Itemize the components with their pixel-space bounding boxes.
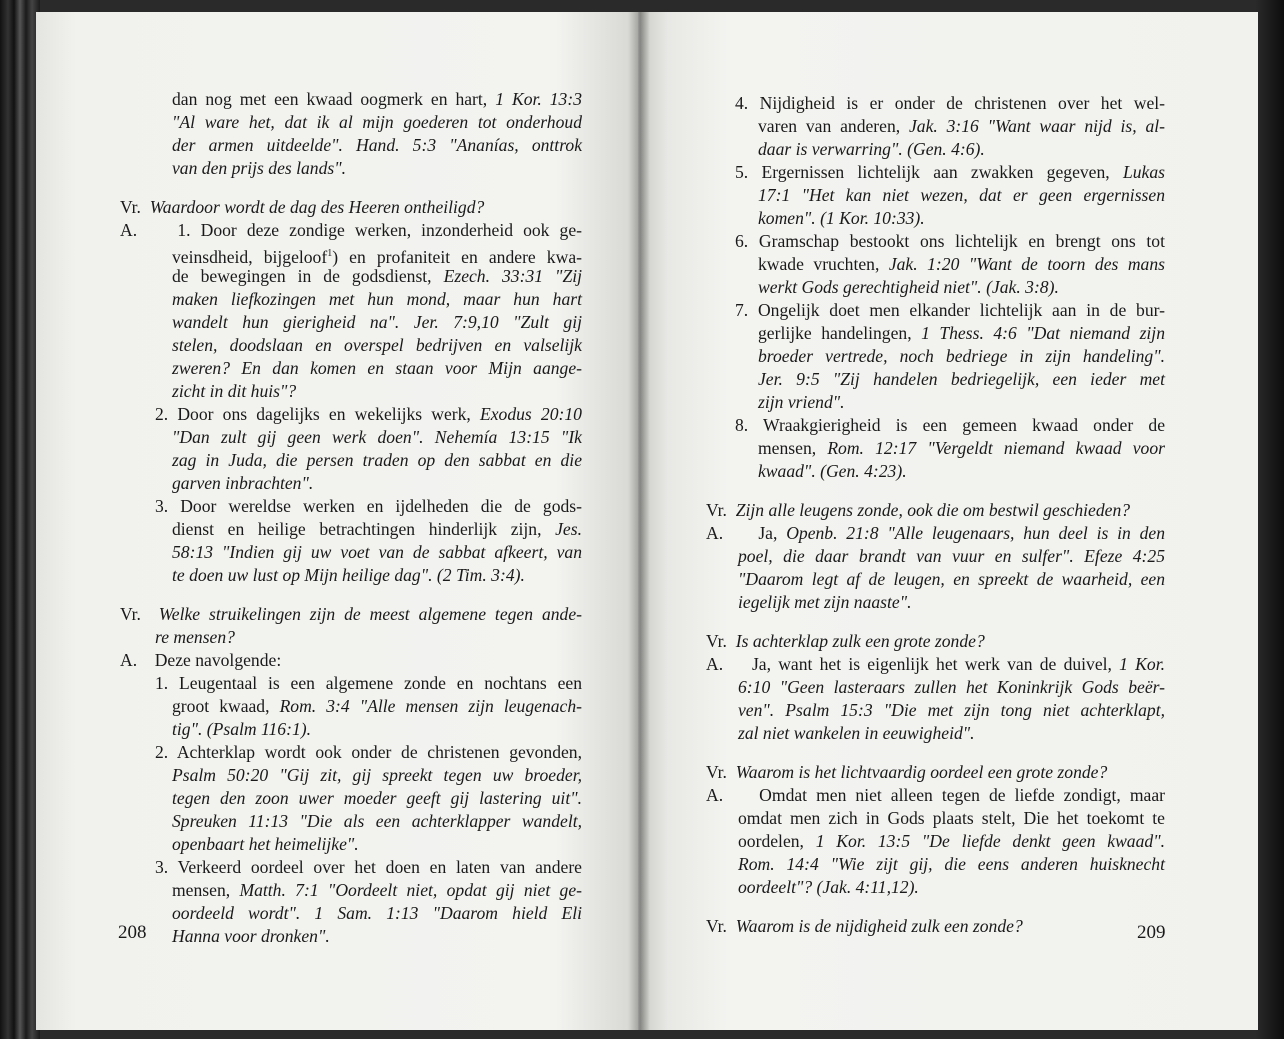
left-page-line: 3. Door wereldse werken en ijdelheden die de gods- [155, 496, 582, 516]
left-page-line: garven inbrachten". [172, 473, 314, 493]
right-page-line: 4. Nijdigheid is er onder de christenen over het wel- [735, 93, 1165, 113]
left-page-line: de bewegingen in de godsdienst, Ezech. 33:31 "Zij [172, 266, 583, 286]
left-page-line: maken liefkozingen met hun mond, maar hun hart [172, 289, 582, 309]
right-page-line: 6. Gramschap bestookt ons lichtelijk en brengt ons tot [735, 231, 1165, 251]
right-page-line: oordelen, 1 Kor. 13:5 "De liefde denkt geen kwaad". [738, 831, 1165, 851]
right-page-line: Vr. Waarom is het lichtvaardig oordeel een grote zonde? [706, 762, 1108, 782]
left-page-line: zweren? En dan komen en staan voor Mijn aange- [172, 358, 582, 378]
right-page-line: ven". Psalm 15:3 "Die met zijn tong niet achterklapt, [738, 700, 1165, 720]
right-page-line: daar is verwarring". (Gen. 4:6). [758, 139, 985, 159]
book-cover-left-edge [0, 0, 40, 1039]
left-page-line: tig". (Psalm 116:1). [172, 719, 311, 739]
left-page-line: re mensen? [155, 627, 235, 647]
right-page-line: "Daarom legt af de leugen, en spreekt de waarheid, een [738, 569, 1165, 589]
right-page-line: omdat men zich in Gods plaats stelt, Die het toekomt te [738, 808, 1165, 828]
right-page-line: zijn vriend". [758, 392, 845, 412]
right-page-line: oordeelt"? (Jak. 4:11,12). [738, 877, 919, 897]
right-page-line: 7. Ongelijk doet men elkander lichtelijk aan in de bur- [735, 300, 1165, 320]
right-page-line: poel, die daar brandt van vuur en sulfer". Efeze 4:25 [738, 546, 1165, 566]
left-page-line: Vr. Waardoor wordt de dag des Heeren ontheiligd? [120, 197, 485, 217]
right-page-line: 6:10 "Geen lasteraars zullen het Koninkrijk Gods beër- [738, 677, 1165, 697]
left-page-line: te doen uw lust op Mijn heilige dag". (2 Tim. 3:4). [172, 565, 525, 585]
right-page-line: iegelijk met zijn naaste". [738, 592, 912, 612]
left-page-line: "Al ware het, dat ik al mijn goederen tot onderhoud [172, 112, 582, 132]
right-page-line: Jer. 9:5 "Zij handelen bedriegelijk, een ieder met [758, 369, 1165, 389]
left-page-line: A. 1. Door deze zondige werken, inzonderheid ook ge- [120, 220, 582, 240]
right-page-line: komen". (1 Kor. 10:33). [758, 208, 925, 228]
left-page-line: "Dan zult gij geen werk doen". Nehemía 13:15 "Ik [172, 427, 582, 447]
left-page-number: 208 [118, 922, 147, 943]
left-page-line: oordeeld wordt". 1 Sam. 1:13 "Daarom hield Eli [172, 903, 582, 923]
left-page-line: stelen, doodslaan en overspel bedrijven en valselijk [172, 335, 582, 355]
left-page-line: A. Deze navolgende: [120, 650, 282, 670]
left-page-line: van den prijs des lands". [172, 158, 347, 178]
left-page-line: Psalm 50:20 "Gij zit, gij spreekt tegen uw broeder, [172, 765, 582, 785]
right-page-line: zal niet wankelen in eeuwigheid". [738, 723, 975, 743]
right-page-line: werkt Gods gerechtigheid niet". (Jak. 3:8). [758, 277, 1059, 297]
left-page-line: 1. Leugentaal is een algemene zonde en nochtans een [155, 673, 582, 693]
left-page-line: wandelt hun gierigheid na". Jer. 7:9,10 "Zult gij [172, 312, 582, 332]
left-page-line: Spreuken 11:13 "Die als een achterklapper wandelt, [172, 811, 582, 831]
right-page-line: 8. Wraakgierigheid is een gemeen kwaad onder de [735, 415, 1165, 435]
left-page-line: 58:13 "Indien gij uw voet van de sabbat afkeert, van [172, 542, 582, 562]
right-page-line: kwade vruchten, Jak. 1:20 "Want de toorn des mans [758, 254, 1165, 274]
left-page-line: 2. Achterklap wordt ook onder de christenen gevonden, [155, 742, 582, 762]
left-page-line: tegen den zoon uwer moeder geeft gij lastering uit". [172, 788, 582, 808]
left-page-line: zag in Juda, die persen traden op den sabbat en die [172, 450, 582, 470]
right-page-line: A. Ja, want het is eigenlijk het werk van de duivel, 1 Kor. [706, 654, 1165, 674]
right-page-number: 209 [1137, 922, 1166, 943]
left-page-line: zicht in dit huis"? [172, 381, 297, 401]
right-page-line: gerlijke handelingen, 1 Thess. 4:6 "Dat niemand zijn [758, 323, 1165, 343]
right-page-line: varen van anderen, Jak. 3:16 "Want waar nijd is, al- [758, 116, 1165, 136]
right-page-line: broeder vertrede, noch bedriege in zijn handeling". [758, 346, 1165, 366]
left-page-line: veinsdheid, bijgeloof$^1$) en profaniteit en andere kwa- [172, 246, 582, 267]
right-page-line: kwaad". (Gen. 4:23). [758, 461, 907, 481]
left-page-line: mensen, Matth. 7:1 "Oordeelt niet, opdat gij niet ge- [172, 880, 583, 900]
left-page-line: Vr. Welke struikelingen zijn de meest algemene tegen ande- [120, 604, 582, 624]
right-page-line: 17:1 "Het kan niet wezen, dat er geen ergernissen [758, 185, 1165, 205]
right-page-line: 5. Ergernissen lichtelijk aan zwakken gegeven, Lukas [735, 162, 1165, 182]
left-page-line: 2. Door ons dagelijks en wekelijks werk, Exodus 20:10 [155, 404, 582, 424]
right-page-line: Vr. Waarom is de nijdigheid zulk een zonde? [706, 916, 1023, 936]
left-page-line: der armen uitdeelde". Hand. 5:3 "Ananías, onttrok [172, 135, 582, 155]
book-cover-right-edge [1254, 0, 1284, 1039]
right-page-line: Rom. 14:4 "Wie zijt gij, die eens anderen huisknecht [738, 854, 1165, 874]
left-page-line: groot kwaad, Rom. 3:4 "Alle mensen zijn leugenach- [172, 696, 582, 716]
right-page-line: mensen, Rom. 12:17 "Vergeldt niemand kwaad voor [758, 438, 1165, 458]
right-page-line: Vr. Zijn alle leugens zonde, ook die om bestwil geschieden? [706, 500, 1131, 520]
left-page-line: Hanna voor dronken". [172, 926, 330, 946]
right-page-line: A. Ja, Openb. 21:8 "Alle leugenaars, hun deel is in den [706, 523, 1165, 543]
left-page-line: 3. Verkeerd oordeel over het doen en laten van andere [155, 857, 582, 877]
right-page-line: Vr. Is achterklap zulk een grote zonde? [706, 631, 985, 651]
left-page-line: dienst en heilige betrachtingen hinderlijk zijn, Jes. [172, 519, 582, 539]
book-gutter [628, 12, 650, 1030]
right-page-line: A. Omdat men niet alleen tegen de liefde zondigt, maar [706, 785, 1165, 805]
left-page-line: openbaart het heimelijke". [172, 834, 359, 854]
left-page-line: dan nog met een kwaad oogmerk en hart, 1 Kor. 13:3 [172, 89, 583, 109]
